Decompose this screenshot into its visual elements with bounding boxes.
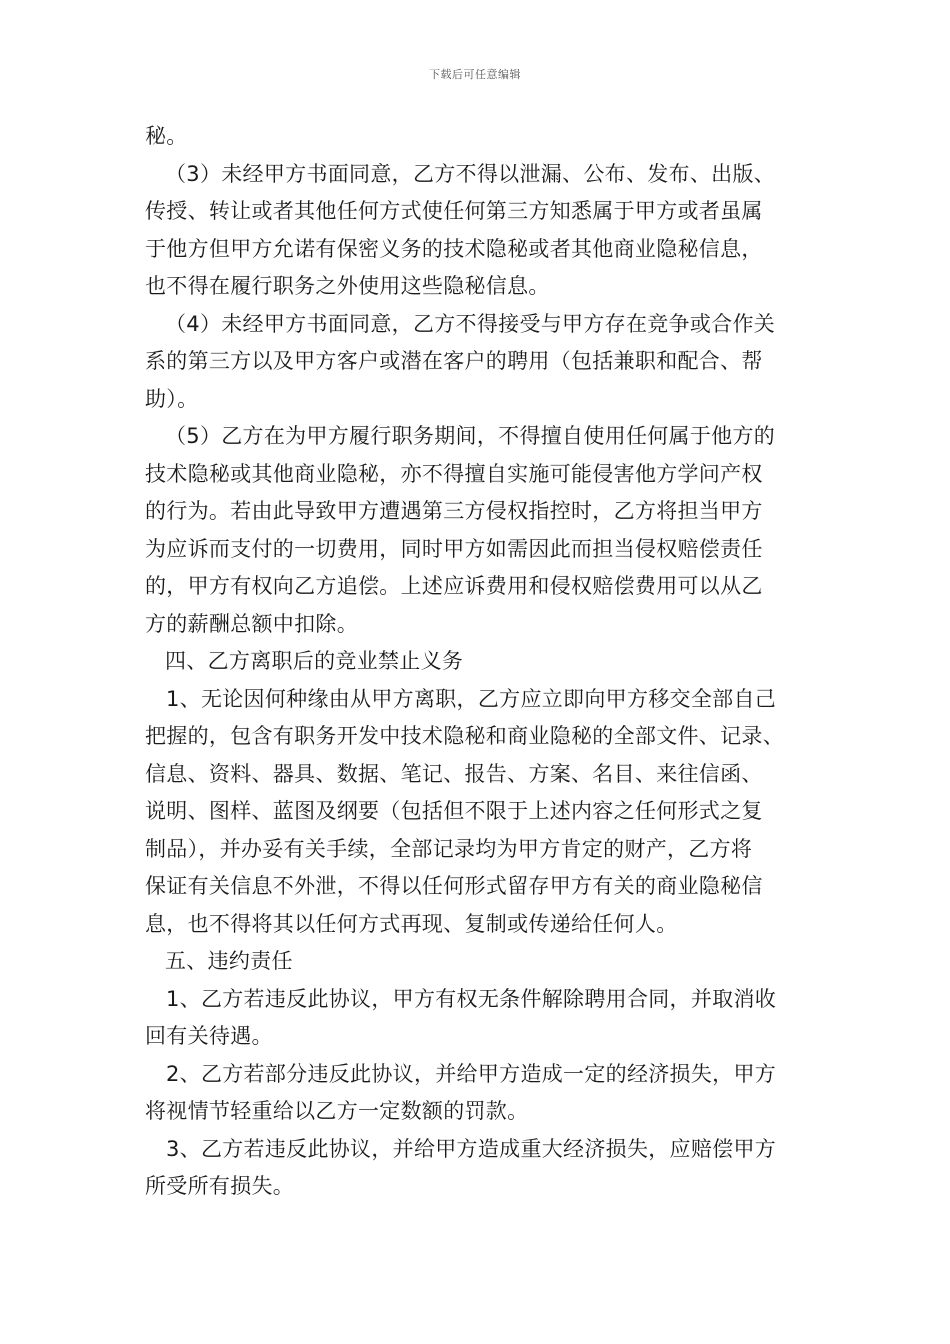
- text-line: 的，甲方有权向乙方追偿。上述应诉费用和侵权赔偿费用可以从乙: [145, 574, 763, 598]
- text-line: （4）未经甲方书面同意，乙方不得接受与甲方存在竞争或合作关: [165, 311, 776, 336]
- text-line: 为应诉而支付的一切费用，同时甲方如需因此而担当侵权赔偿责任: [145, 536, 763, 561]
- text-line: 秘。: [145, 124, 188, 148]
- text-line: 把握的，包含有职务开发中技术隐秘和商业隐秘的全部文件、记录、: [145, 724, 784, 748]
- document-body: [145, 118, 825, 1206]
- text-line: 技术隐秘或其他商业隐秘，亦不得擅自实施可能侵害他方学问产权: [145, 461, 763, 486]
- text-line: 1、无论因何种缘由从甲方离职，乙方应立即向甲方移交全部自己: [166, 686, 777, 711]
- text-line: 的行为。若由此导致甲方遭遇第三方侵权指控时，乙方将担当甲方: [145, 499, 763, 523]
- text-line: 所受所有损失。: [145, 1174, 295, 1198]
- text-line: 2、乙方若部分违反此协议，并给甲方造成一定的经济损失，甲方: [166, 1061, 777, 1086]
- text-line: （5）乙方在为甲方履行职务期间，不得擅自使用任何属于他方的: [165, 424, 776, 448]
- text-line: 制品），并办妥有关手续，全部记录均为甲方肯定的财产，乙方将: [145, 836, 753, 861]
- text-line: 将视情节轻重给以乙方一定数额的罚款。: [145, 1099, 529, 1123]
- text-line: 助）。: [145, 386, 199, 411]
- text-line: 信息、资料、器具、数据、笔记、报告、方案、名目、来往信函、: [145, 761, 763, 786]
- text-line: 1、乙方若违反此协议，甲方有权无条件解除聘用合同，并取消收: [166, 986, 777, 1011]
- text-line: （3）未经甲方书面同意，乙方不得以泄漏、公布、发布、出版、: [165, 161, 776, 186]
- text-line: 保证有关信息不外泄，不得以任何形式留存甲方有关的商业隐秘信: [145, 874, 763, 898]
- section-heading: 五、违约责任: [165, 949, 293, 973]
- text-line: 3、乙方若违反此协议，并给甲方造成重大经济损失，应赔偿甲方: [166, 1136, 777, 1161]
- section-heading: 四、乙方离职后的竞业禁止义务: [165, 649, 464, 673]
- text-line: 传授、转让或者其他任何方式使任何第三方知悉属于甲方或者虽属: [145, 199, 763, 223]
- text-line: 方的薪酬总额中扣除。: [145, 611, 358, 636]
- text-line: 说明、图样、蓝图及纲要（包括但不限于上述内容之任何形式之复: [145, 799, 763, 823]
- text-line: 也不得在履行职务之外使用这些隐秘信息。: [145, 274, 550, 298]
- text-line: 于他方但甲方允诺有保密义务的技术隐秘或者其他商业隐秘信息，: [145, 236, 763, 261]
- text-line: 息，也不得将其以任何方式再现、复制或传递给任何人。: [145, 911, 678, 936]
- page-header: 下载后可任意编辑: [429, 68, 521, 81]
- text-line: 回有关待遇。: [145, 1024, 273, 1048]
- text-line: 系的第三方以及甲方客户或潜在客户的聘用（包括兼职和配合、帮: [145, 349, 763, 373]
